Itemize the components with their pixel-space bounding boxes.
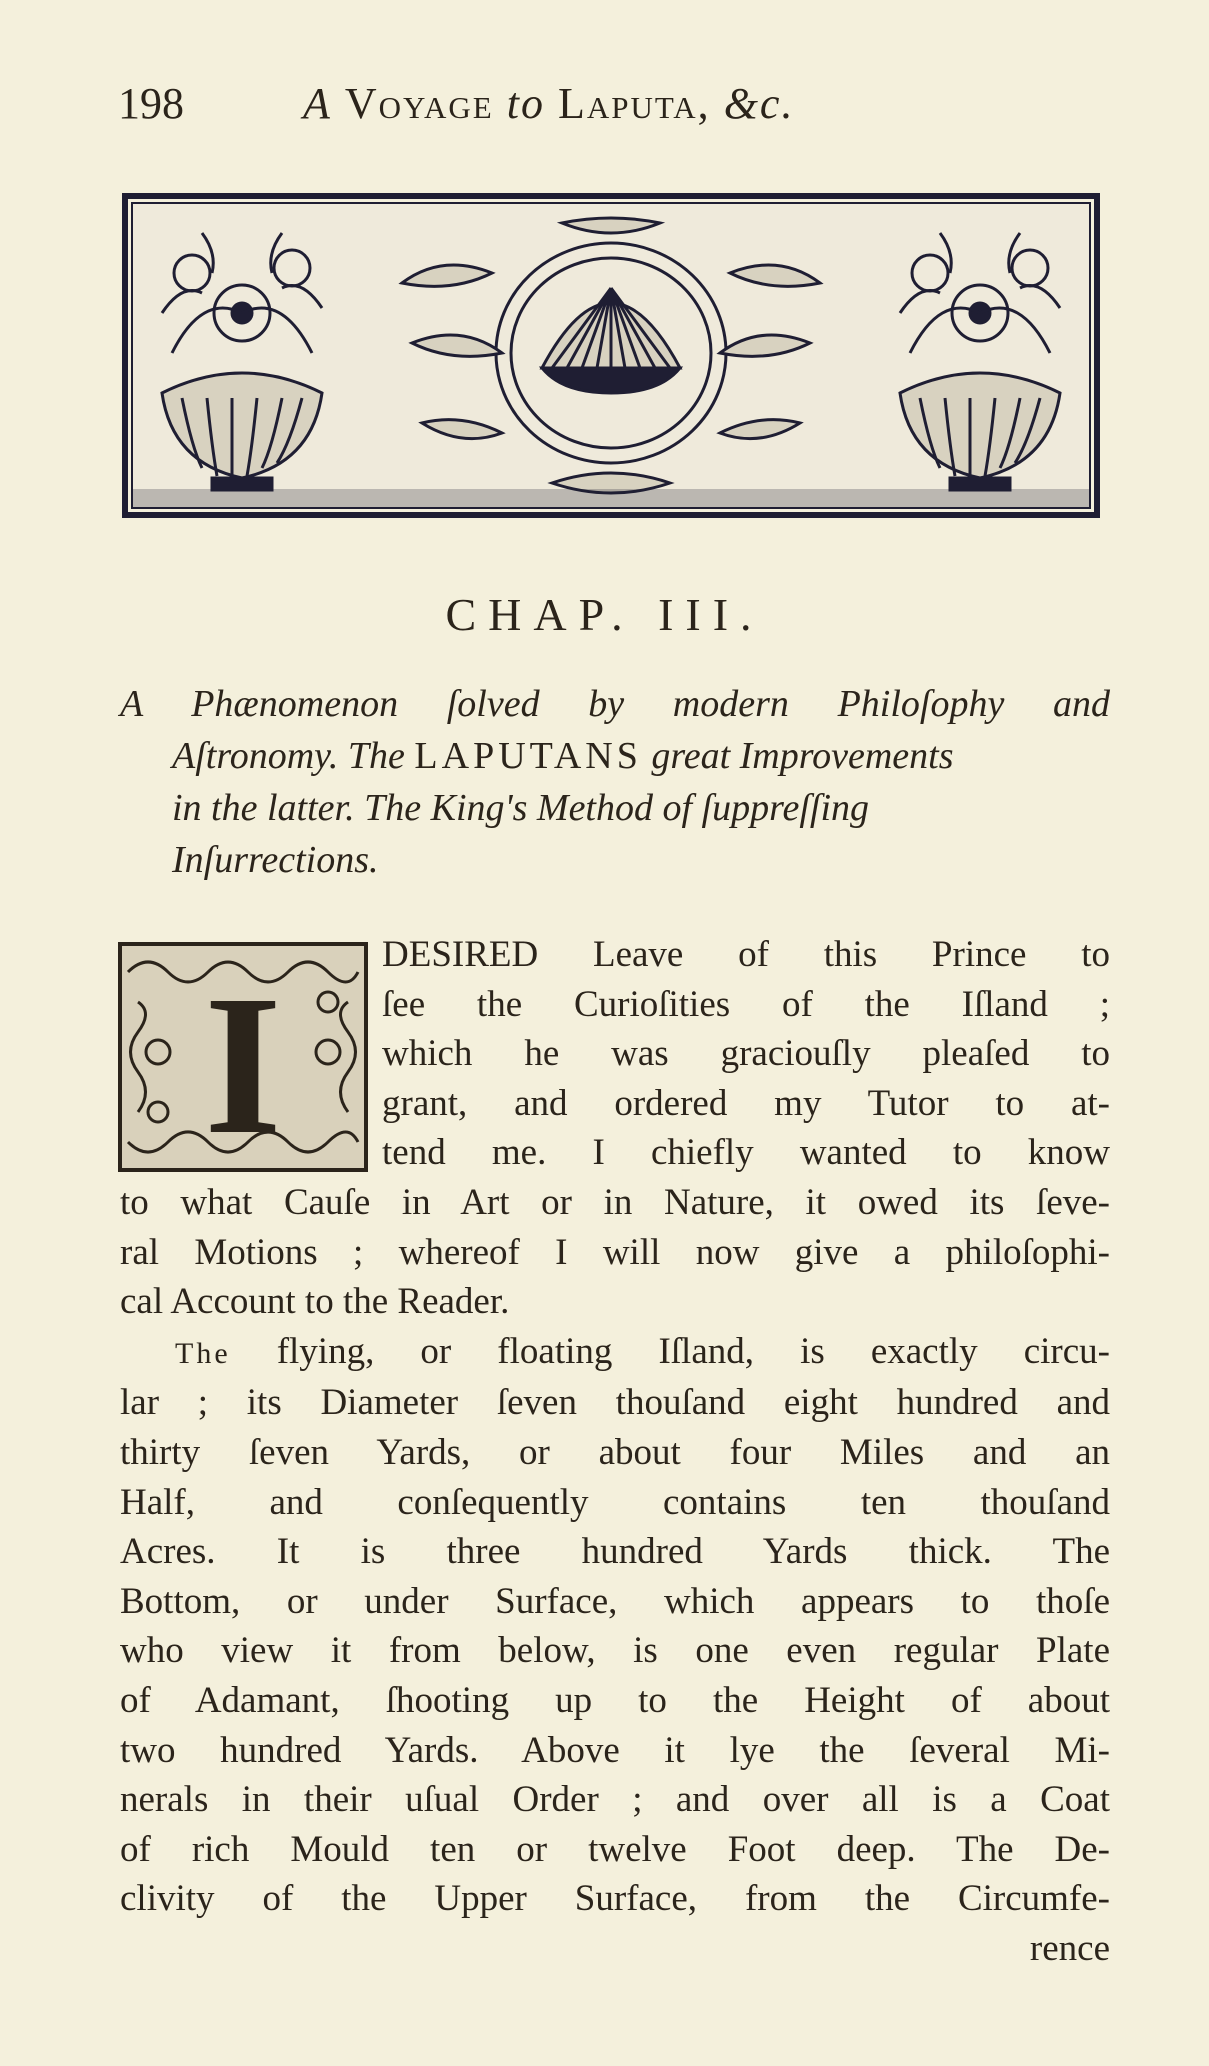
title-voyage: Voyage: [344, 79, 494, 128]
text-line: thirty ſeven Yards, or about four Miles and an: [120, 1431, 1110, 1473]
summary-line: A Phænomenon ſolved by modern Philoſophy and: [120, 683, 1110, 725]
page-number: 198: [118, 79, 184, 128]
text-line: cal Account to the Reader.: [120, 1281, 510, 1323]
text-line: ſee the Curioſities of the Iſland ;: [382, 983, 1110, 1025]
chapter-summary: [120, 678, 1110, 886]
text-line: DESIRED Leave of this Prince to: [382, 934, 1110, 975]
text-line: which he was graciouſly pleaſed to: [382, 1033, 1110, 1075]
text-line: who view it from below, is one even regular Plate: [120, 1630, 1110, 1672]
paragraph-lead: The: [175, 1336, 231, 1370]
summary-text: Aſtronomy. The: [172, 735, 405, 777]
text-line: nerals in their uſual Order ; and over all is a Coat: [120, 1779, 1110, 1821]
title-to: to: [506, 79, 545, 128]
text-line: two hundred Yards. Above it lye the ſeveral Mi-: [120, 1729, 1110, 1771]
text-line: Bottom, or under Surface, which appears to thoſe: [120, 1580, 1110, 1622]
body-text: [120, 930, 1110, 1973]
chapter-title: CHAP. III.: [445, 589, 764, 640]
drop-cap-letter: I: [204, 955, 282, 1172]
text-line: [120, 1327, 1110, 1379]
text-line: tend me. I chiefly wanted to know: [382, 1132, 1110, 1174]
summary-text: great Improvements: [651, 735, 954, 777]
running-head: [118, 78, 1118, 138]
text-line: of Adamant, ſhooting up to the Height of about: [120, 1679, 1110, 1721]
summary-line: in the latter. The King's Method of ſuppreſſing: [172, 787, 870, 829]
text-line: grant, and ordered my Tutor to at-: [382, 1082, 1110, 1124]
summary-line: [120, 730, 1110, 782]
text-line: ral Motions ; whereof I will now give a philoſophi-: [120, 1231, 1110, 1273]
catchword: rence: [1029, 1927, 1110, 1969]
summary-line: Inſurrections.: [172, 839, 379, 881]
ornamental-headpiece: [122, 193, 1100, 518]
text-line: clivity of the Upper Surface, from the Circumfe-: [120, 1878, 1110, 1920]
text-line: to what Cauſe in Art or in Nature, it owed its ſeve-: [120, 1181, 1110, 1223]
running-title: [303, 78, 794, 129]
text-line: Half, and conſequently contains ten thouſand: [120, 1481, 1110, 1523]
text-line: lar ; its Diameter ſeven thouſand eight hundred and: [120, 1382, 1110, 1424]
summary-laputans: LAPUTANS: [414, 735, 642, 777]
title-laputa: Laputa,: [557, 79, 711, 128]
text-line: Acres. It is three hundred Yards thick. The: [120, 1531, 1110, 1573]
text-line: of rich Mould ten or twelve Foot deep. The De-: [120, 1828, 1110, 1870]
title-a: A: [303, 79, 332, 128]
title-etc: &c.: [723, 79, 795, 128]
text-run: flying, or floating Iſland, is exactly circu-: [230, 1330, 1110, 1372]
